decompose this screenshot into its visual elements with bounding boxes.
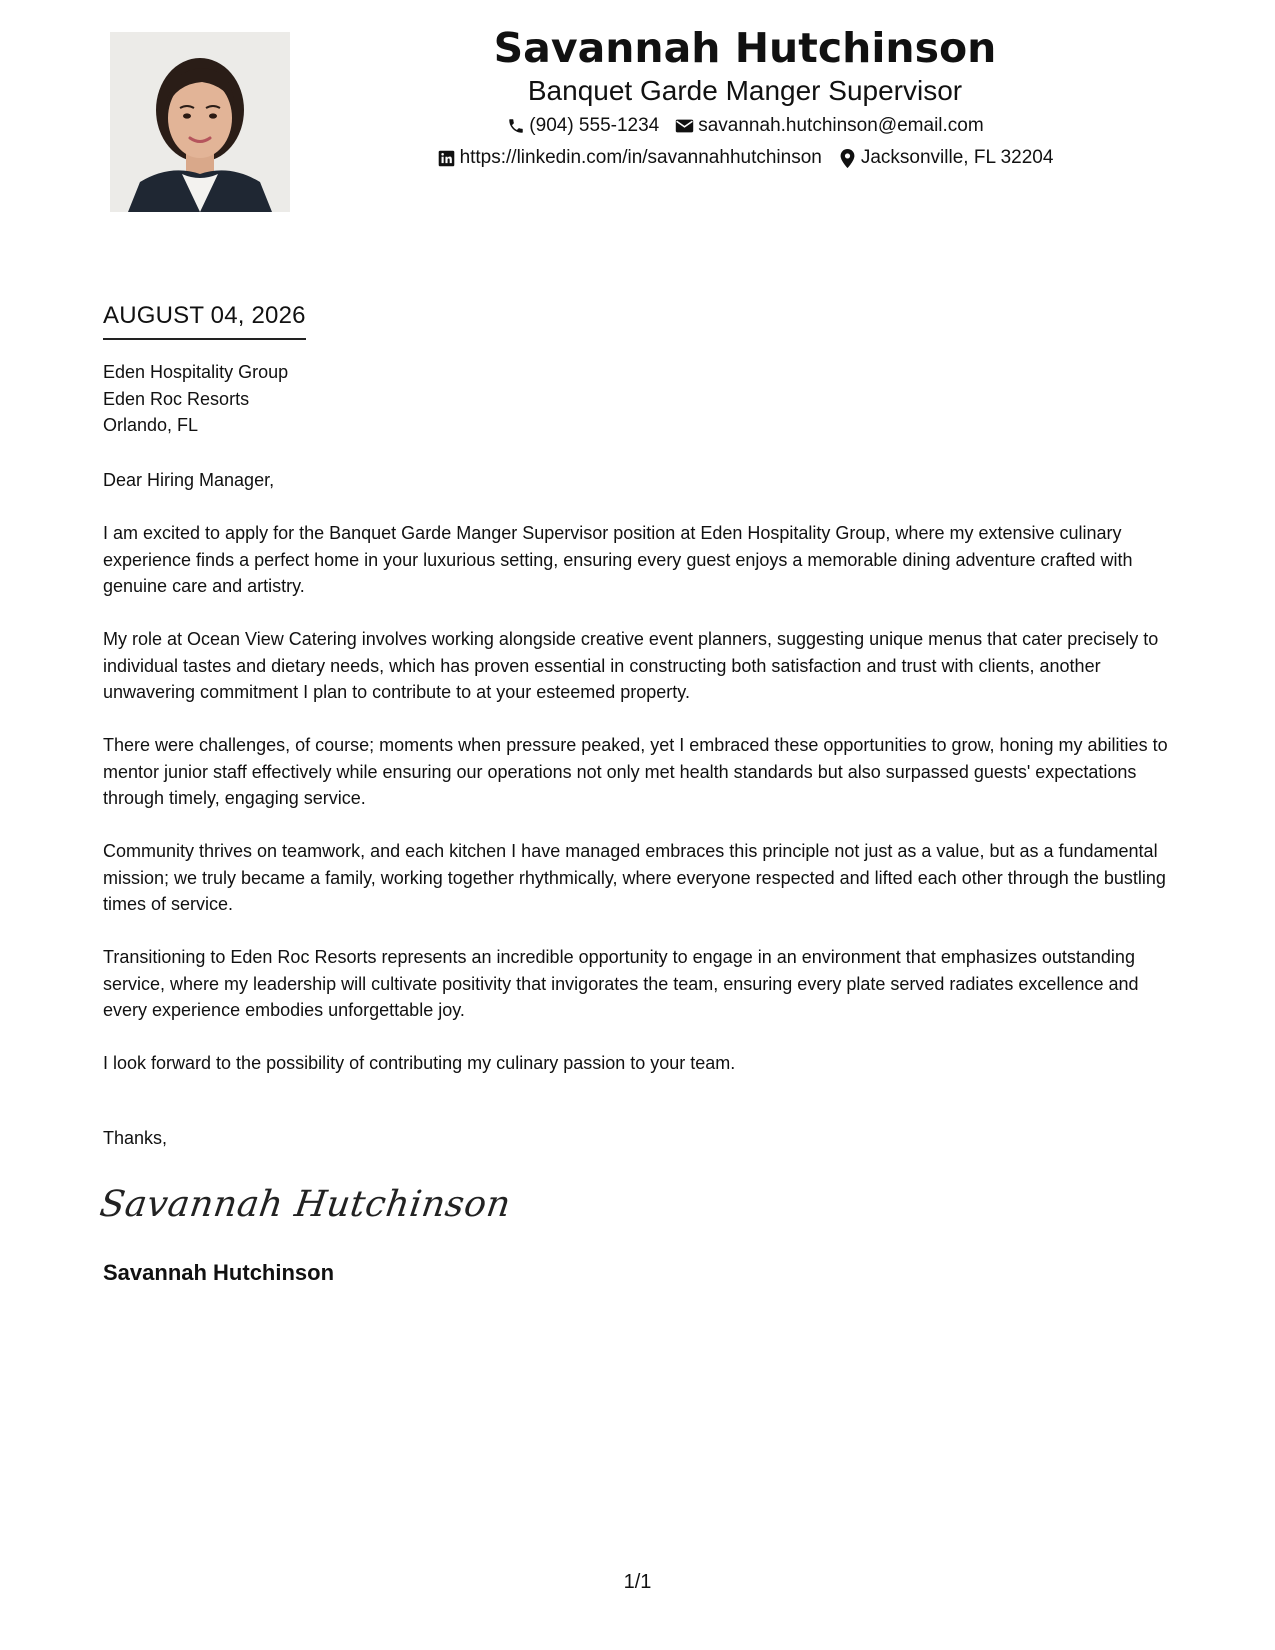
email-link[interactable]: savannah.hutchinson@email.com [698,115,984,136]
envelope-icon [675,117,694,136]
contact-phone [506,114,659,138]
body-paragraph: My role at Ocean View Catering involves working alongside creative event planners, suggesting unique menus that cater precisely to individual tastes and dietary needs, which has proven essential in constructing both satisfaction and trust with clients, another unwavering commitment I plan to contribute to at your esteemed property. [103,629,1159,702]
contact-email[interactable] [675,114,983,138]
body-paragraph: Transitioning to Eden Roc Resorts represents an incredible opportunity to engage in an environment that emphasizes outstanding service, where my leadership will cultivate positivity that invigorates the team, ensuring every plate served radiates excellence and every experience embodies unforgettable joy. [103,947,1139,1020]
letter-date: AUGUST 04, 2026 [103,300,306,340]
signer-name: Savannah Hutchinson [103,1260,335,1285]
recipient-line: Eden Hospitality Group [103,362,289,382]
profile-photo [110,32,290,212]
linkedin-icon [437,149,456,168]
contact-location [838,146,1054,170]
applicant-title: Banquet Garde Manger Supervisor [527,75,963,106]
recipient-block [103,359,1173,439]
location-text: Jacksonville, FL 32204 [860,147,1054,168]
body-paragraph: I look forward to the possibility of contributing my culinary passion to your team. [103,1053,736,1073]
recipient-line: Eden Roc Resorts [103,388,250,409]
contact-line-1 [290,114,1200,138]
handwritten-signature: Savannah Hutchinson [97,1184,514,1225]
recipient-line: Orlando, FL [103,415,199,435]
resume-header [290,20,1200,170]
linkedin-link[interactable]: https://linkedin.com/in/savannahhutchinson [459,147,822,168]
body-paragraph: I am excited to apply for the Banquet Garde Manger Supervisor position at Eden Hospitality Group, where my extensive culinary experience finds a perfect home in your luxurious setting, ensuring every guest enjoys a memorable dining adventure crafted with genuine care and artistry. [103,523,1133,596]
contact-linkedin[interactable] [437,146,822,170]
phone-text: (904) 555-1234 [529,115,660,136]
body-paragraph: Community thrives on teamwork, and each kitchen I have managed embraces this principle not just as a value, but as a fundamental mission; we truly became a family, working together rhythmically, where everyone respected and lifted each other through the bustling times of service. [103,841,1166,914]
profile-photo-illustration [110,32,290,212]
letter-body [103,520,1173,1103]
contact-line-2 [290,146,1200,170]
map-pin-icon [838,149,857,168]
applicant-name: Savannah Hutchinson [493,24,997,72]
phone-icon [506,117,525,136]
salutation: Dear Hiring Manager, [103,470,275,490]
body-paragraph: There were challenges, of course; moments when pressure peaked, yet I embraced these opportunities to grow, honing my abilities to mentor junior staff effectively while ensuring our operations not only met health standards but also surpassed guests' expectations through timely, engaging service. [103,735,1168,808]
page-number: 1/1 [623,1571,652,1593]
closing: Thanks, [103,1128,168,1148]
